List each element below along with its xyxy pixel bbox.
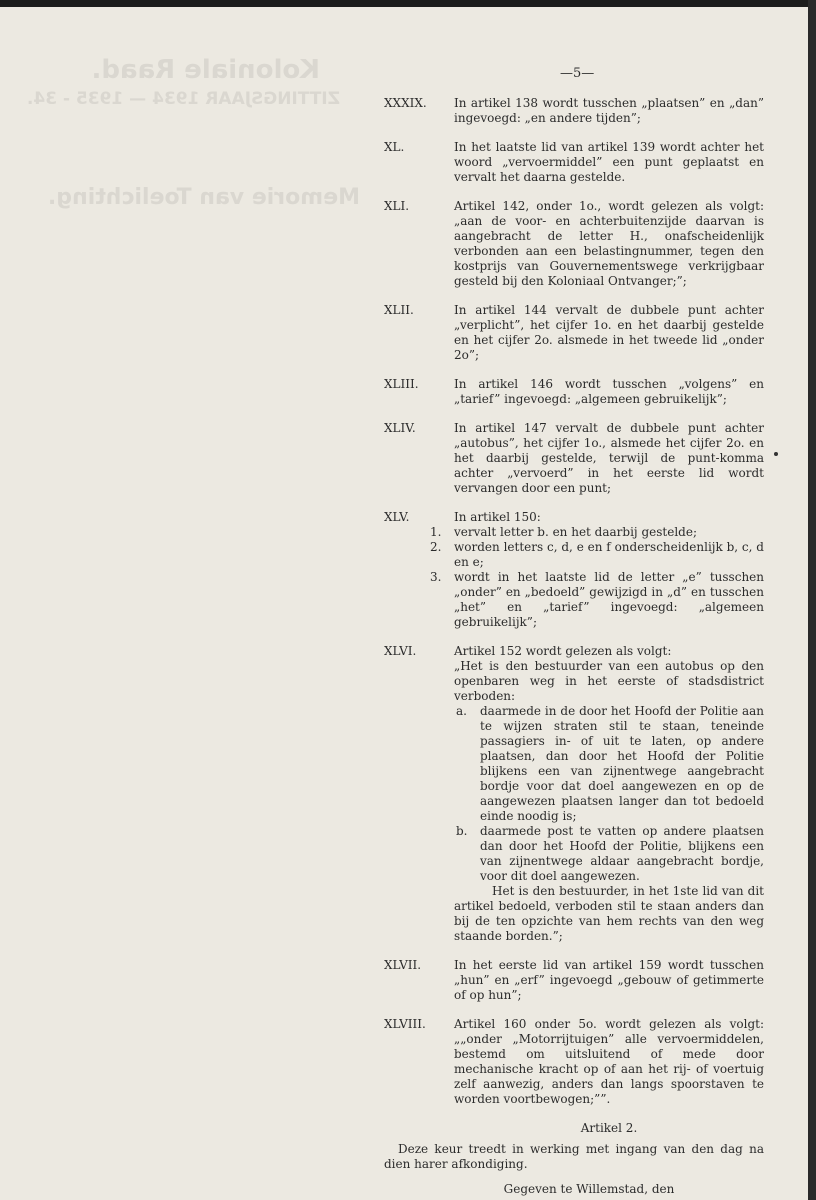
sub-item-label: 1. [430,525,442,539]
article-number: XLVII. [384,958,422,972]
sub-item [430,525,764,540]
scan-top-border [0,0,816,7]
article-intro: Artikel 152 wordt gelezen als volgt: [454,644,672,658]
sub-item-text: wordt in het laatste lid de letter „e” tusschen „onder” en „bedoeld” gewijzigd in „d” en tusschen „het” en „tarief” ingevoegd: „algemeen gebruikelijk”; [454,570,764,629]
sub-item-text: worden letters c, d, e en f onderscheidenlijk b, c, d en e; [454,540,764,569]
sub-item-text: daarmede post te vatten op andere plaatsen dan door het Hoofd der Politie, blijkens een van zijnentwege aldaar aangebracht bordje, voor dit doel aangewezen. [480,824,764,883]
article-number: XLIV. [384,421,416,435]
article-number: XLII. [384,303,414,317]
sub-item-label: b. [456,824,468,838]
article-number: XLVIII. [384,1017,426,1031]
article-closing: Het is den bestuurder, in het 1ste lid van dit artikel bedoeld, verboden stil te staan anders dan bij de ten opzichte van hem rechts van den weg staande borden.”; [454,884,764,943]
article-item [384,377,764,407]
bleed-line-3: Memorie van Toelichting. [47,185,360,210]
article-text: In het laatste lid van artikel 139 wordt achter het woord „vervoermiddel” een punt geplaatst en vervalt het daarna gestelde. [454,140,764,184]
article-xlvi [384,644,764,944]
article-text: In artikel 144 vervalt de dubbele punt achter „verplicht”, het cijfer 1o. en het daarbij gestelde en het cijfer 2o. alsmede in het tweede lid „onder 2o”; [454,303,764,362]
article-item [384,140,764,185]
sub-item-label: a. [456,704,467,718]
sub-item [454,824,764,884]
article-item [384,96,764,126]
page-number: —5— [560,66,595,81]
bleed-line-1: Koloniale Raad. [91,55,320,85]
sub-item-label: 2. [430,540,442,554]
bleed-line-2: ZITTINGSJAAR 1934 — 1935 - 34. [26,89,340,109]
artikel-2-heading: Artikel 2. [580,1121,638,1135]
artikel-2-text: Deze keur treedt in werking met ingang van den dag na dien harer afkondiging. [384,1142,764,1171]
bleed-through-text [26,55,360,255]
article-xlv [384,510,764,630]
article-number: XL. [384,140,405,154]
article-text: Artikel 160 onder 5o. wordt gelezen als volgt: „„onder „Motorrijtuigen” alle vervoermiddelen, bestemd om uitsluitend of mede door mechanische kracht op of aan het rij- of voertuig zelf aanwezig, anders dan langs spoorstaven te worden voortbewogen;””. [454,1017,764,1106]
ink-dot [774,452,778,456]
sub-item-text: vervalt letter b. en het daarbij gestelde; [454,525,697,539]
document-body [384,96,764,1197]
sub-item-label: 3. [430,570,442,584]
article-number: XXXIX. [384,96,427,110]
article-item [384,958,764,1003]
article-item [384,421,764,496]
scan-right-border [808,0,816,1200]
article-number: XLVI. [384,644,417,658]
article-text: In artikel 147 vervalt de dubbele punt achter „autobus”, het cijfer 1o., alsmede het cijfer 2o. en het daarbij gestelde, terwijl de punt-komma achter „vervoerd” in het eerste lid wordt vervangen door een punt; [454,421,764,495]
sub-item-text: daarmede in de door het Hoofd der Politie aan te wijzen straten stil te staan, teneinde passagiers in- of uit te laten, op andere plaatsen, dan door het Hoofd der Politie blijkens een van zijnentwege aangebracht bordje voor dat doel aangewezen en op de aangewezen plaatsen langer dan tot bedoeld einde noodig is; [480,704,764,823]
sub-item [430,570,764,630]
given-at-line: Gegeven te Willemstad, den [503,1182,675,1196]
sub-item [430,540,764,570]
article-text: Artikel 142, onder 1o., wordt gelezen als volgt: „aan de voor- en achterbuitenzijde daarvan is aangebracht de letter H., onafscheidenlijk verbonden aan een belastingnummer, tegen den kostprijs van Gouvernementswege verkrijgbaar gesteld bij den Koloniaal Ontvanger;”; [454,199,764,288]
article-number: XLIII. [384,377,419,391]
sub-item [454,704,764,824]
article-text: In het eerste lid van artikel 159 wordt tusschen „hun” en „erf” ingevoegd „gebouw of getimmerte of op hun”; [454,958,764,1002]
article-number: XLI. [384,199,410,213]
article-text: In artikel 146 wordt tusschen „volgens” en „tarief” ingevoegd: „algemeen gebruikelijk”; [454,377,764,406]
article-item [384,303,764,363]
article-item [384,1017,764,1107]
article-quote: „Het is den bestuurder van een autobus op den openbaren weg in het eerste of stadsdistrict verboden: [454,659,764,703]
article-item [384,199,764,289]
article-number: XLV. [384,510,410,524]
article-text: In artikel 138 wordt tusschen „plaatsen” en „dan” ingevoegd: „en andere tijden”; [454,96,764,125]
article-intro: In artikel 150: [454,510,541,524]
